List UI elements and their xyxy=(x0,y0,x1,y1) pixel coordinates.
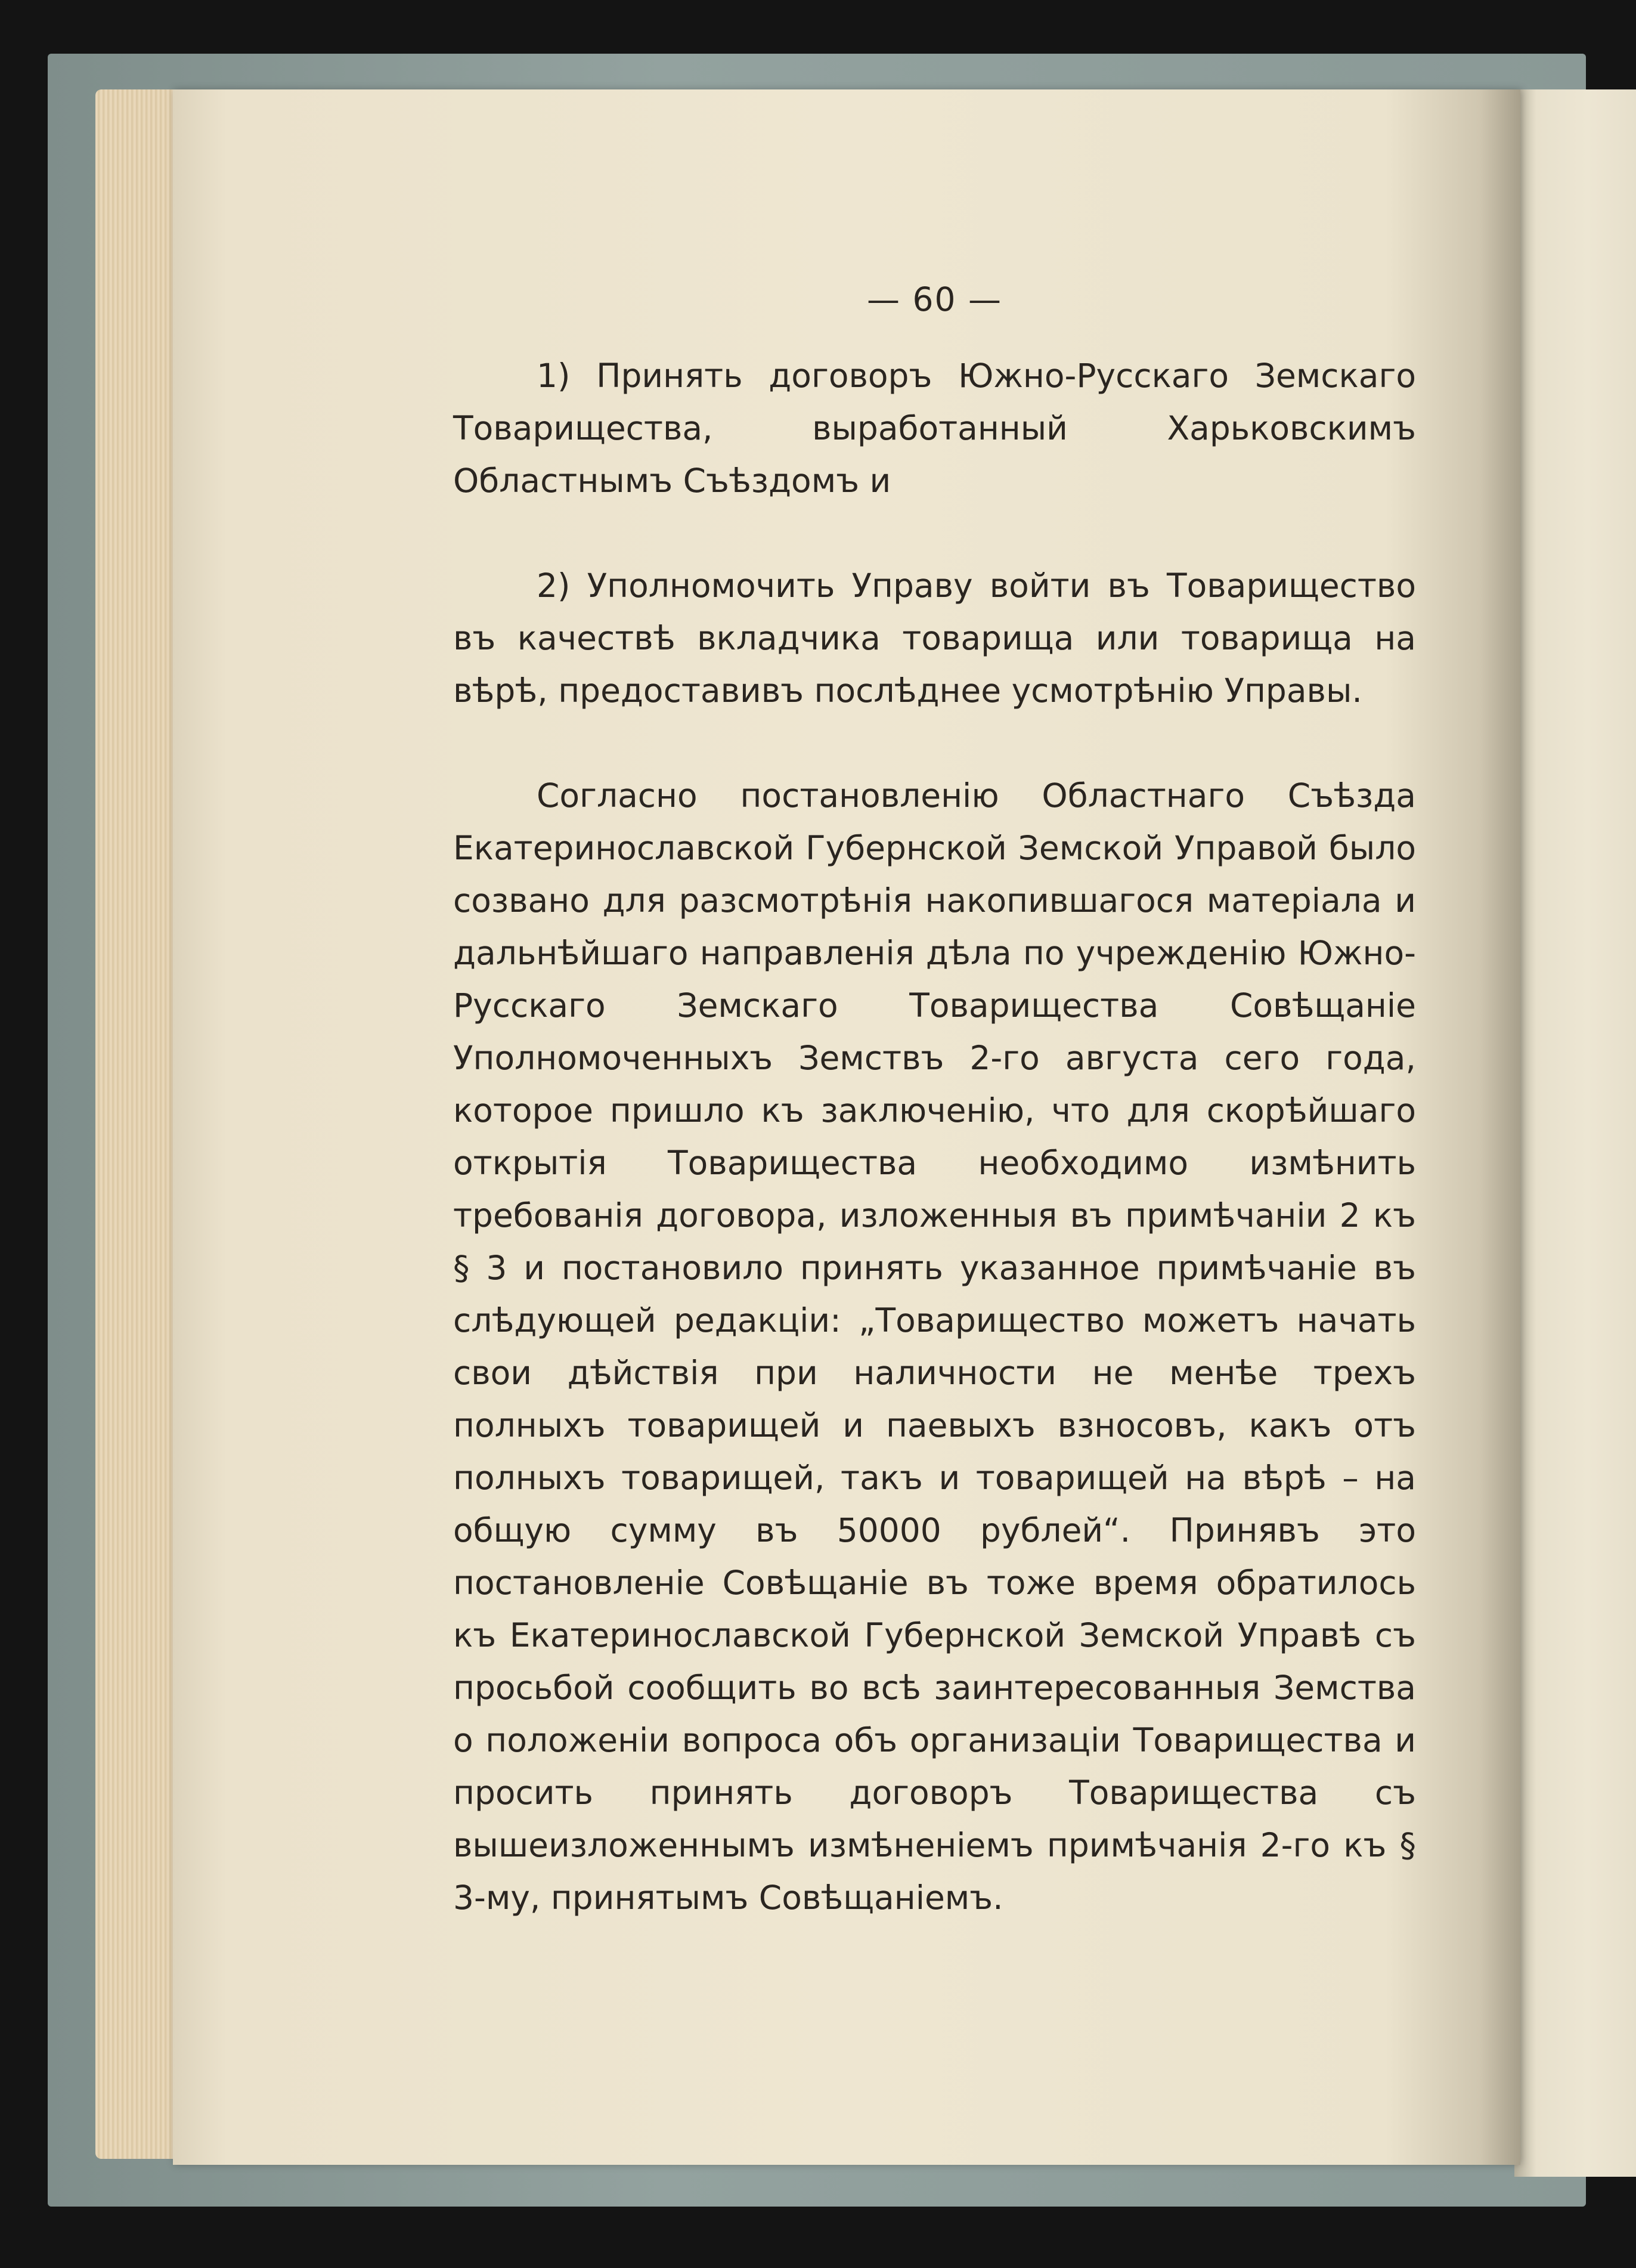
adjacent-page xyxy=(1514,89,1636,2177)
paragraph-gap xyxy=(453,507,1416,559)
paragraph-main: Согласно постановленію Областнаго Съѣзда Екатеринославской Губернской Земской Управой было созвано для разсмотрѣнія накопившагося матеріала и дальнѣйшаго направленія дѣла по учрежденію Южно-Русскаго Земскаго Товарищества Совѣщаніе Уполномоченныхъ Земствъ 2-го августа сего года, которое пришло къ заключенію, что для скорѣйшаго открытія Товарищества необходимо измѣнить требованія договора, изложенныя въ примѣчаніи 2 къ § 3 и постановило принять указанное примѣчаніе въ слѣдующей редакціи: „Товарищество можетъ начать свои дѣйствія при наличности не менѣе трехъ полныхъ товарищей и паевыхъ взносовъ, какъ отъ полныхъ товарищей, такъ и товарищей на вѣрѣ – на общую сумму въ 50000 рублей“. Принявъ это постановленіе Совѣщаніе въ тоже время обратилось къ Екатеринославской Губернской Земской Управѣ съ просьбой сообщить во всѣ заинтересованныя Земства о положеніи вопроса объ организаціи Товарищества и просить принять договоръ Товарищества съ вышеизложеннымъ измѣненіемъ примѣчанія 2-го къ § 3-му, принятымъ Совѣщаніемъ. xyxy=(453,776,1416,1917)
paragraph-item-2: 2) Уполномочить Управу войти въ Товарищество въ качествѣ вкладчика товарища или товарища на вѣрѣ, предоставивъ послѣднее усмотрѣнію Управы. xyxy=(453,567,1416,710)
paragraph-item-1: 1) Принять договоръ Южно-Русскаго Земскаго Товарищества, выработанный Харьковскимъ Областнымъ Съѣздомъ и xyxy=(453,357,1416,500)
page-number: — 60 — xyxy=(867,280,1002,318)
page-text xyxy=(453,280,1416,1924)
paragraph-gap xyxy=(453,717,1416,769)
